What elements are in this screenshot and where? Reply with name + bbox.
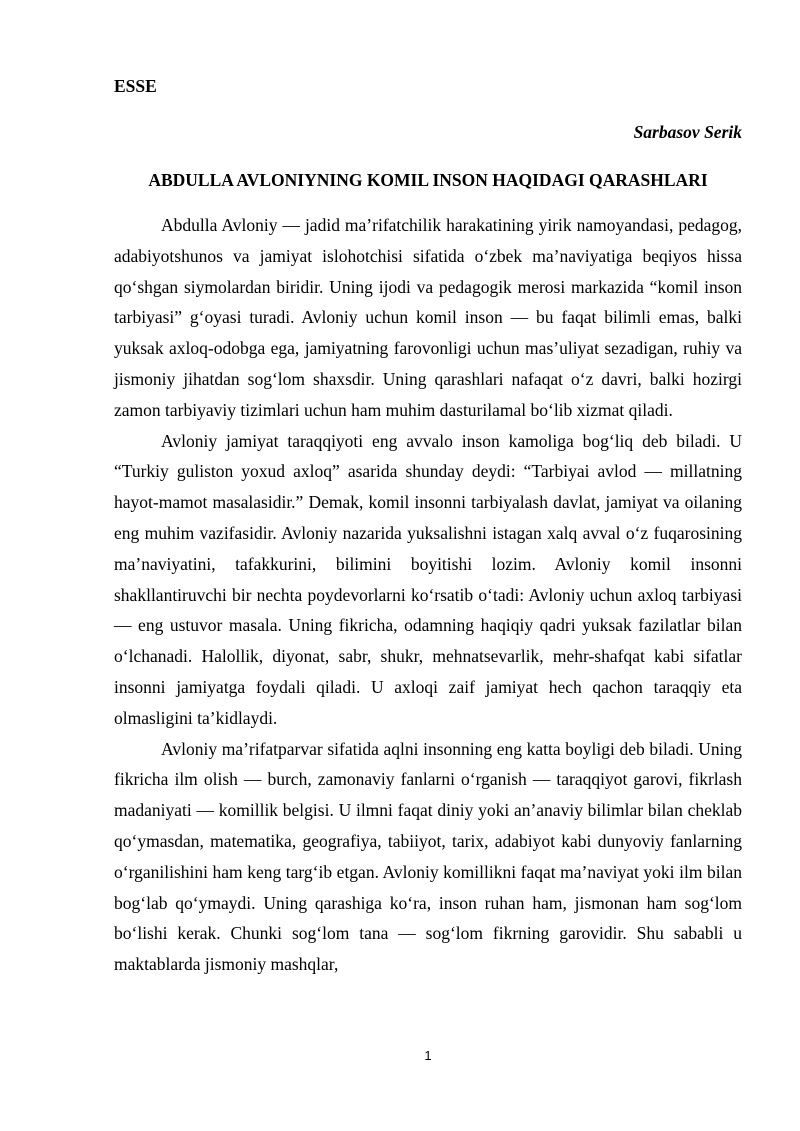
essay-title: ABDULLA AVLONIYNING KOMIL INSON HAQIDAGI QARASHLARI <box>148 170 708 190</box>
paragraph-1: Abdulla Avloniy — jadid ma’rifatchilik harakatining yirik namoyandasi, pedagog, adabiyotshunos va jamiyat islohotchisi sifatida o‘zbek ma’naviyatiga beqiyos hissa qo‘shgan siymolardan biridir. Uning ijodi va pedagogik merosi markazida “komil inson tarbiyasi” g‘oyasi turadi. Avloniy uchun komil inson — bu faqat bilimli emas, balki yuksak axloq-odobga ega, jamiyatning farovonligi uchun mas’uliyat sezadigan, ruhiy va jismoniy jihatdan sog‘lom shaxsdir. Uning qarashlari nafaqat o‘z davri, balki hozirgi zamon tarbiyaviy tizimlari uchun ham muhim dasturilamal bo‘lib xizmat qiladi. <box>114 215 742 420</box>
paragraph-2: Avloniy jamiyat taraqqiyoti eng avvalo inson kamoliga bog‘liq deb biladi. U “Turkiy guliston yoxud axloq” asarida shunday deydi: “Tarbiyai avlod — millatning hayot-mamot masalasidir.” Demak, komil insonni tarbiyalash davlat, jamiyat va oilaning eng muhim vazifasidir. Avloniy nazarida yuksalishni istagan xalq avval o‘z fuqarosining ma’naviyatini, tafakkurini, bilimini boyitishi lozim. Avloniy komil insonni shakllantiruvchi bir nechta poydevorlarni ko‘rsatib o‘tadi: Avloniy uchun axloq tarbiyasi — eng ustuvor masala. Uning fikricha, odamning haqiqiy qadri yuksak fazilatlar bilan o‘lchanadi. Halollik, diyonat, sabr, shukr, mehnatsevarlik, mehr-shafqat kabi sifatlar insonni jamiyatga foydali qiladi. U axloqi zaif jamiyat hech qachon taraqqiy eta olmasligini ta’kidlaydi. <box>114 430 742 728</box>
essay-body <box>114 210 742 980</box>
document-type-label: ESSE <box>114 76 157 96</box>
paragraph-3: Avloniy ma’rifatparvar sifatida aqlni insonning eng katta boyligi deb biladi. Uning fikricha ilm olish — burch, zamonaviy fanlarni o‘rganish — taraqqiyot garovi, fikrlash madaniyati — komillik belgisi. U ilmni faqat diniy yoki an’anaviy bilimlar bilan cheklab qo‘ymasdan, matematika, geografiya, tabiiyot, tarix, adabiyot kabi dunyoviy fanlarning o‘rganilishini ham keng targ‘ib etgan. Avloniy komillikni faqat ma’naviyat yoki ilm bilan bog‘lab qo‘ymaydi. Uning qarashiga ko‘ra, inson ruhan ham, jismonan ham sog‘lom bo‘lishi kerak. Chunki sog‘lom tana — sog‘lom fikrning garovidir. Shu sababli u maktablarda jismoniy mashqlar, <box>114 738 742 975</box>
page-number: 1 <box>424 1048 432 1063</box>
author-name: Sarbasov Serik <box>633 122 742 142</box>
